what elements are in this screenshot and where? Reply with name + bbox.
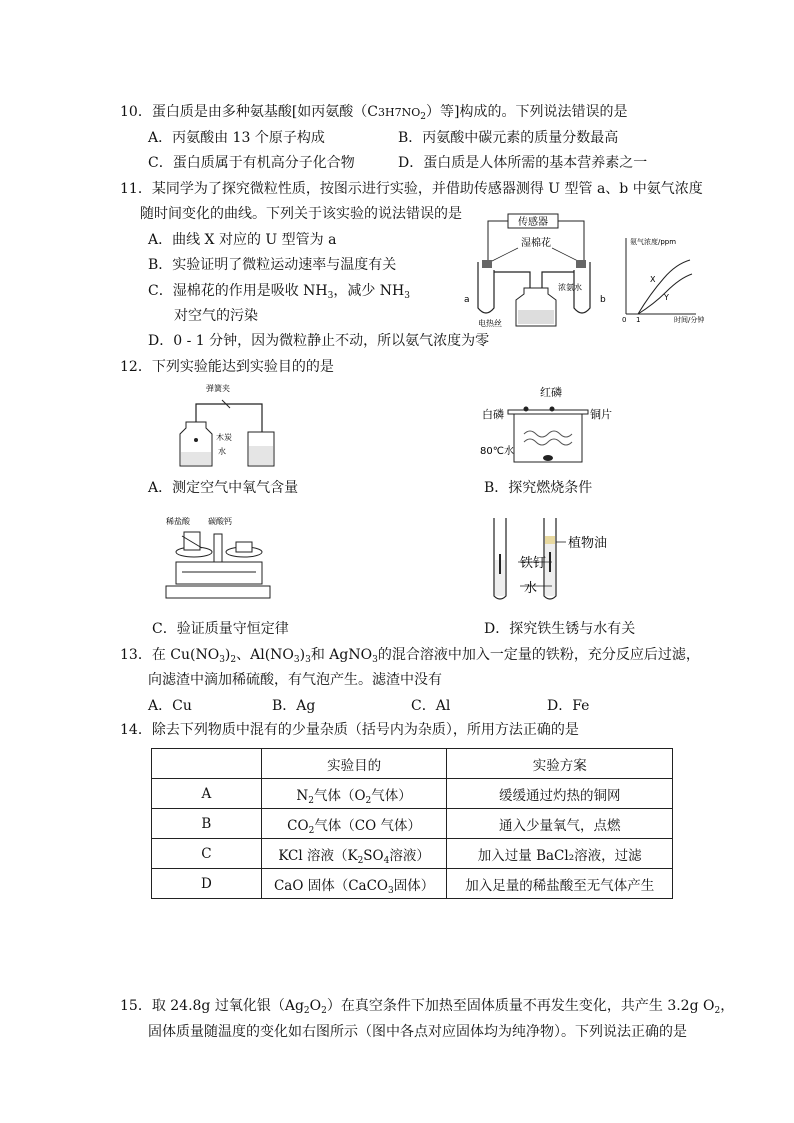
q11-apparatus-figure (460, 210, 620, 330)
u-tube-a (478, 262, 494, 313)
header-plan: 实验方案 (447, 749, 673, 779)
header-goal: 实验目的 (261, 749, 447, 779)
row-goal: $CO_2$气体（CO 气体） (261, 809, 447, 839)
row-key: C (152, 839, 262, 869)
copper-label: 铜片 (590, 408, 612, 421)
hot-water-beaker (514, 414, 582, 462)
q12-option-a: A．测定空气中氧气含量 (148, 480, 299, 496)
q11-option-b: B．实验证明了微粒运动速率与温度有关 (148, 257, 397, 273)
oil-label: 植物油 (568, 536, 608, 551)
q12-figure-a (178, 382, 278, 468)
acid-label: 稀盐酸 (166, 517, 190, 526)
q12-figure-c (162, 514, 274, 606)
q13-option-c: C．Al (411, 698, 451, 714)
q13-option-a: A．Cu (148, 698, 192, 714)
header-blank (152, 749, 262, 779)
q12-figure-b (478, 384, 618, 468)
q11-option-c: C．湿棉花的作用是吸收 $NH_3$，减少 $NH_3$ (148, 283, 411, 301)
water-label: 水 (218, 447, 226, 456)
carbon-label: 木炭 (216, 433, 232, 442)
q11-stem-2: 随时间变化的曲线。下列关于该实验的说法错误的是 (140, 206, 462, 222)
row-key: B (152, 809, 262, 839)
q11-option-a: A．曲线 X 对应的 U 型管为 a (148, 232, 337, 248)
chart-x1: 1 (636, 316, 641, 324)
row-plan: 加入足量的稀盐酸至无气体产生 (447, 869, 673, 899)
copper-sheet (508, 410, 588, 414)
q10-option-b: B．丙氨酸中碳元素的质量分数最高 (398, 130, 619, 146)
q11-option-d: D．0 - 1 分钟，因为微粒静止不动，所以氨气浓度为零 (148, 333, 490, 349)
q12-figure-d (490, 514, 640, 604)
row-goal: KCl 溶液（$K_2SO_4$溶液） (261, 839, 447, 869)
chart-x0: 0 (622, 316, 627, 324)
table-row (152, 809, 673, 839)
hot-water-label: 80℃水 (480, 446, 514, 457)
row-key: A (152, 779, 262, 809)
row-goal: CaO 固体（CaCO$_3$固体） (261, 869, 447, 899)
row-key: D (152, 869, 262, 899)
row-plan: 缓缓通过灼热的铜网 (447, 779, 673, 809)
q12-stem: 12．下列实验能达到实验目的的是 (120, 359, 334, 375)
q11-concentration-chart (620, 234, 705, 324)
q11-stem-1: 11．某同学为了探究微粒性质，按图示进行实验，并借助传感器测得 U 型管 a、b 中氨气浓度 (120, 181, 703, 197)
curve-y-label: Y (664, 293, 669, 302)
q13-option-b: B．Ag (272, 698, 316, 714)
chart-xlabel: 时间/分钟 (674, 316, 705, 324)
q10-option-a: A．丙氨酸由 13 个原子构成 (148, 130, 325, 146)
row-goal: $N_2$气体（$O_2$气体） (261, 779, 447, 809)
table-header-row (152, 749, 673, 779)
q13-option-d: D．Fe (547, 698, 590, 714)
q10-option-c: C．蛋白质属于有机高分子化合物 (148, 155, 355, 171)
red-p-label: 红磷 (540, 386, 562, 399)
chart-ylabel: 氨气浓度/ppm (630, 238, 677, 246)
q15-stem-1: 15．取 24.8g 过氧化银$(Ag_2O_2)$在真空条件下加热至固体质量不再发生变化，共产生 3.2g $O_2$， (120, 998, 735, 1016)
q14-table (151, 748, 673, 899)
q13-stem-1: 13．在 $Cu(NO_3)_2$、$Al(NO_3)_3$和 AgNO$_3$的混合溶液中加入一定量的铁粉，充分反应后过滤， (120, 647, 700, 665)
q13-stem-2: 向滤渣中滴加稀硫酸，有气泡产生。滤渣中没有 (148, 672, 442, 688)
ammonia-label: 浓氨水 (558, 283, 582, 292)
nail-label: 铁钉 (520, 556, 547, 571)
row-plan: 加入过量 BaCl₂溶液，过滤 (447, 839, 673, 869)
q15-stem-2: 固体质量随温度的变化如右图所示（图中各点对应固体均为纯净物）。下列说法正确的是 (148, 1024, 687, 1040)
curve-x (638, 260, 690, 314)
q10-option-d: D．蛋白质是人体所需的基本营养素之一 (398, 155, 648, 171)
q12-option-c: C．验证质量守恒定律 (152, 621, 289, 637)
q12-option-d: D．探究铁生锈与水有关 (484, 621, 636, 637)
tube-b-label: b (600, 295, 606, 305)
clip-label: 弹簧夹 (206, 384, 230, 393)
q14-stem: 14．除去下列物质中混有的少量杂质（括号内为杂质），所用方法正确的是 (120, 722, 579, 738)
table-row (152, 869, 673, 899)
table-row (152, 839, 673, 869)
row-plan: 通入少量氧气，点燃 (447, 809, 673, 839)
caco3-label: 碳酸钙 (208, 517, 232, 526)
white-p-label: 白磷 (482, 408, 504, 421)
tube-a-label: a (464, 295, 470, 305)
balance-body (176, 562, 262, 584)
cotton-label: 湿棉花 (521, 238, 551, 249)
water-label-d: 水 (524, 581, 538, 596)
curve-x-label: X (650, 275, 656, 284)
q10-stem: 10．蛋白质是由多种氨基酸[如丙氨酸$(C3H7NO_2)$等]构成的。下列说法错误的是 (120, 104, 628, 122)
table-row (152, 779, 673, 809)
sensor-label: 传感器 (518, 217, 548, 228)
q12-option-b: B．探究燃烧条件 (484, 480, 593, 496)
q11-option-c-cont: 对空气的污染 (174, 308, 258, 324)
heater-label: 电热丝 (478, 319, 502, 328)
